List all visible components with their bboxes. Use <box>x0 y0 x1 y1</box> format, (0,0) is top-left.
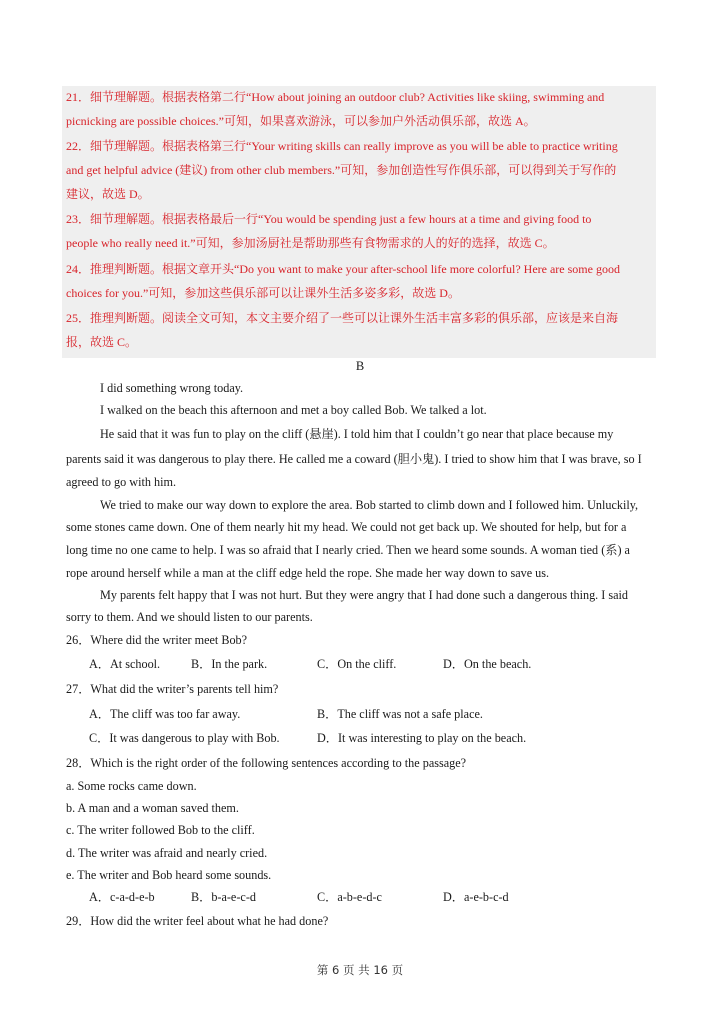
answer-line: choices for you.”可知，参加这些俱乐部可以让课外生活多姿多彩，故选 D。 <box>66 286 460 300</box>
question-27-option-d[interactable]: D．It was interesting to play on the beach. <box>317 731 527 745</box>
question-27-option-a[interactable]: A．The cliff was too far away. <box>89 707 241 721</box>
question-28-statement: b. A man and a woman saved them. <box>66 801 239 815</box>
answer-line: and get helpful advice (建议) from other club members.”可知，参加创造性写作俱乐部，可以得到关于写作的 <box>66 163 617 177</box>
answer-line: 25．推理判断题。阅读全文可知，本文主要介绍了一些可以让课外生活丰富多彩的俱乐部，应该是来自海 <box>66 311 619 325</box>
answer-line: 建议，故选 D。 <box>66 187 150 201</box>
passage-line: My parents felt happy that I was not hurt. But they were angry that I had done such a dangerous thing. I said <box>100 588 628 602</box>
answer-line: 报，故选 C。 <box>66 335 138 349</box>
passage-line: some stones came down. One of them nearly hit my head. We could not get back up. We shouted for help, but for a <box>66 520 627 534</box>
answer-line: 21．细节理解题。根据表格第二行“How about joining an outdoor club? Activities like skiing, swimming and <box>66 90 605 104</box>
passage-line: agreed to go with him. <box>66 475 177 489</box>
question-28-statement: a. Some rocks came down. <box>66 779 197 793</box>
question-27-stem: 27．What did the writer’s parents tell him? <box>66 682 279 696</box>
question-28-option-d[interactable]: D．a-e-b-c-d <box>443 890 509 904</box>
answer-line: people who really need it.”可知，参加汤厨社是帮助那些有食物需求的人的好的选择，故选 C。 <box>66 236 555 250</box>
answer-line: 24．推理判断题。根据文章开头“Do you want to make your after-school life more colorful? Here are some good <box>66 262 620 276</box>
question-28-option-a[interactable]: A．c-a-d-e-b <box>89 890 155 904</box>
passage-line: parents said it was dangerous to play there. He called me a coward (胆小鬼). I tried to show him that I was brave, so I <box>66 452 642 466</box>
answer-line: 23．细节理解题。根据表格最后一行“You would be spending just a few hours at a time and giving food to <box>66 212 592 226</box>
section-label: B <box>355 359 365 373</box>
passage-line: rope around herself while a man at the cliff edge held the rope. She made her way down to save us. <box>66 566 550 580</box>
question-28-stem: 28．Which is the right order of the following sentences according to the passage? <box>66 756 467 770</box>
question-28-option-b[interactable]: B．b-a-e-c-d <box>191 890 256 904</box>
question-28-option-c[interactable]: C．a-b-e-d-c <box>317 890 382 904</box>
question-28-statement: e. The writer and Bob heard some sounds. <box>66 868 272 882</box>
passage-line: We tried to make our way down to explore the area. Bob started to climb down and I followed him. Unluckily, <box>100 498 639 512</box>
question-29-stem: 29．How did the writer feel about what he had done? <box>66 914 329 928</box>
answer-line: picnicking are possible choices.”可知，如果喜欢游泳，可以参加户外活动俱乐部，故选 A。 <box>66 114 536 128</box>
question-26-option-b[interactable]: B．In the park. <box>191 657 268 671</box>
question-26-option-d[interactable]: D．On the beach. <box>443 657 532 671</box>
passage-line: I did something wrong today. <box>100 381 244 395</box>
question-28-statement: d. The writer was afraid and nearly cried. <box>66 846 268 860</box>
answer-line: 22．细节理解题。根据表格第三行“Your writing skills can really improve as you will be able to practice writing <box>66 139 618 153</box>
passage-line: sorry to them. And we should listen to our parents. <box>66 610 313 624</box>
passage-line: He said that it was fun to play on the cliff (悬崖). I told him that I couldn’t go near that place because my <box>100 427 614 441</box>
question-28-statement: c. The writer followed Bob to the cliff. <box>66 823 255 837</box>
question-26-stem: 26．Where did the writer meet Bob? <box>66 633 248 647</box>
question-26-option-a[interactable]: A．At school. <box>89 657 161 671</box>
question-27-option-b[interactable]: B．The cliff was not a safe place. <box>317 707 483 721</box>
passage-line: long time no one came to help. I was so afraid that I nearly cried. Then we heard some sounds. A woman tied (系) a <box>66 543 630 557</box>
passage-line: I walked on the beach this afternoon and met a boy called Bob. We talked a lot. <box>100 403 487 417</box>
question-27-option-c[interactable]: C．It was dangerous to play with Bob. <box>89 731 280 745</box>
page-footer: 第 6 页 共 16 页 <box>316 963 404 977</box>
question-26-option-c[interactable]: C．On the cliff. <box>317 657 397 671</box>
